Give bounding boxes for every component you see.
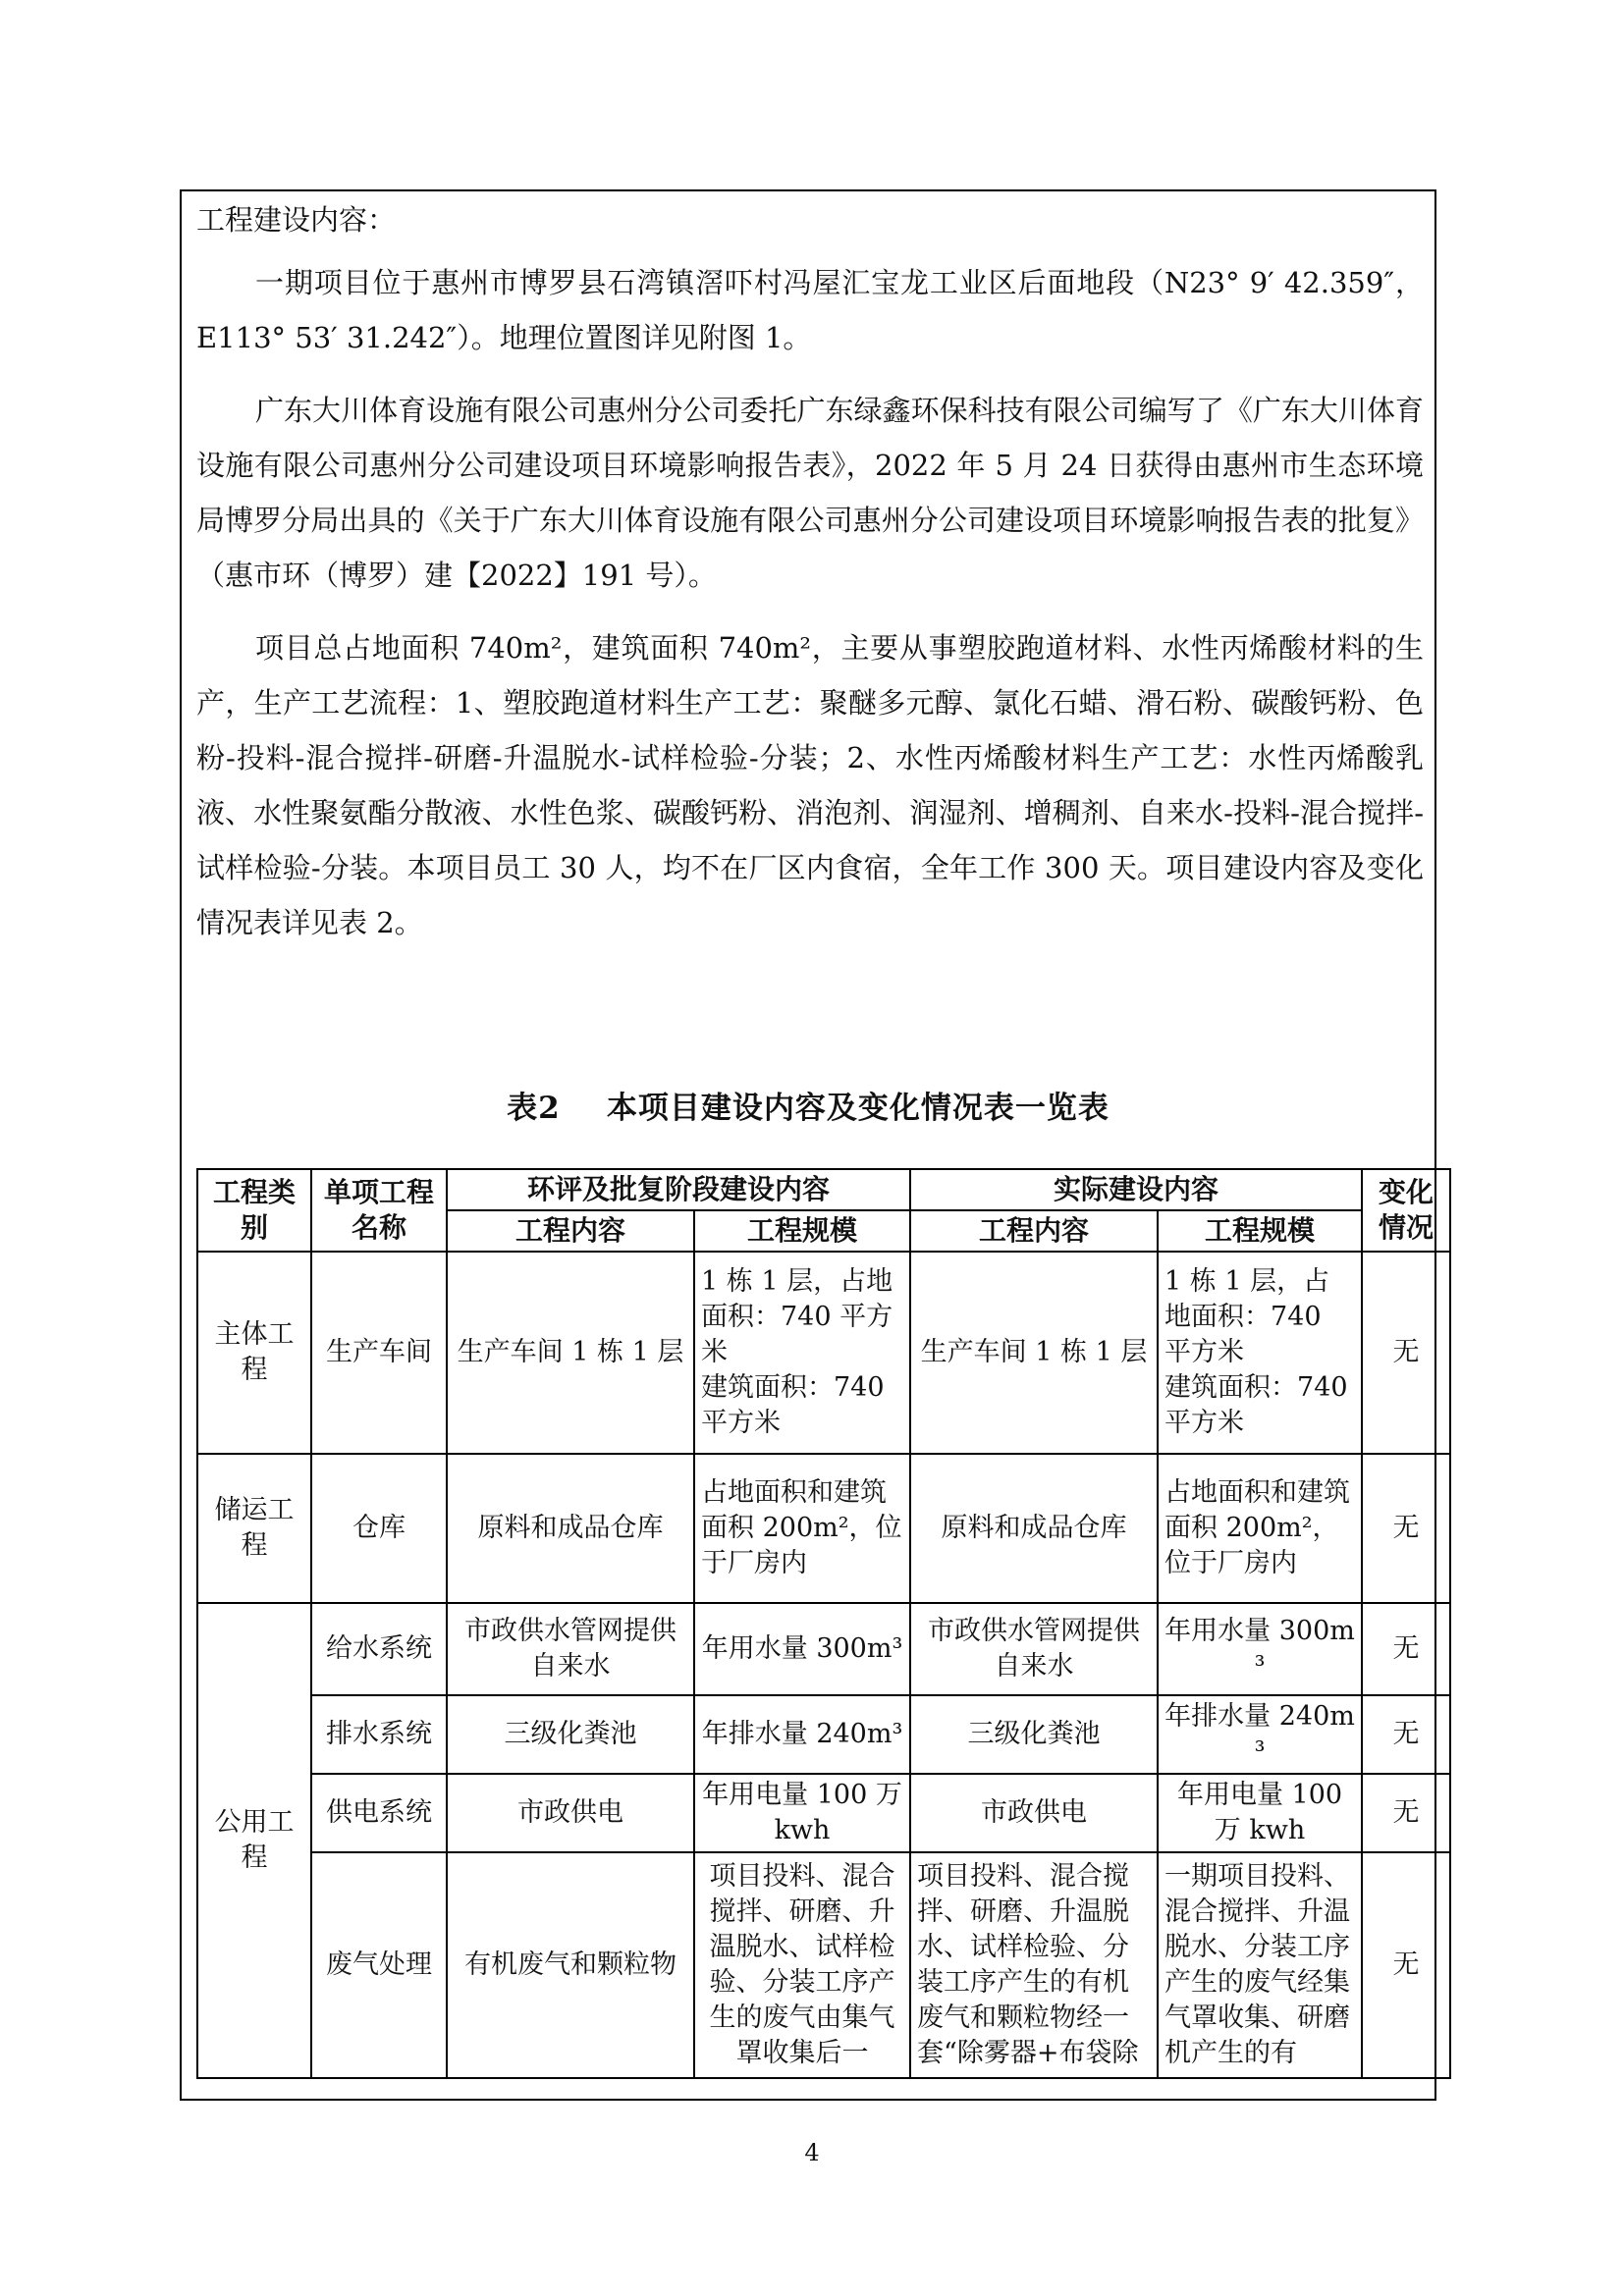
- body-text: [196, 196, 1424, 950]
- header-act-content: 工程内容: [910, 1210, 1158, 1252]
- cell-change: 无: [1362, 1454, 1450, 1603]
- cell-act-scale: 占地面积和建筑面积 200m²，位于厂房内: [1158, 1454, 1362, 1603]
- cell-eia-scale: 年用电量 100 万 kwh: [694, 1774, 910, 1852]
- cell-item: 给水系统: [311, 1603, 447, 1695]
- cell-act-content: 三级化粪池: [910, 1695, 1158, 1774]
- cell-act-content: 生产车间 1 栋 1 层: [910, 1252, 1158, 1454]
- cell-eia-content: 原料和成品仓库: [447, 1454, 694, 1603]
- cell-act-scale: [1158, 1252, 1362, 1454]
- cell-item: 生产车间: [311, 1252, 447, 1454]
- cell-eia-scale: [694, 1252, 910, 1454]
- table-row: [197, 1252, 1450, 1454]
- cell-eia-content: 有机废气和颗粒物: [447, 1852, 694, 2078]
- cell-eia-scale: 项目投料、混合搅拌、研磨、升温脱水、试样检验、分装工序产生的废气由集气罩收集后一: [694, 1852, 910, 2078]
- cell-act-scale: 年用电量 100 万 kwh: [1158, 1774, 1362, 1852]
- cell-eia-scale-line1: 1 栋 1 层，占地面积：740 平方米: [701, 1266, 893, 1367]
- cell-change: 无: [1362, 1852, 1450, 2078]
- cell-act-scale: 年排水量 240m³: [1158, 1695, 1362, 1774]
- cell-eia-scale: 占地面积和建筑面积 200m²，位于厂房内: [694, 1454, 910, 1603]
- cell-act-scale: 一期项目投料、混合搅拌、升温脱水、分装工序产生的废气经集气罩收集、研磨机产生的有: [1158, 1852, 1362, 2078]
- header-category: 工程类别: [197, 1169, 311, 1252]
- cell-eia-content: 生产车间 1 栋 1 层: [447, 1252, 694, 1454]
- construction-content-table: [196, 1168, 1451, 2079]
- header-actual-group: 实际建设内容: [910, 1169, 1362, 1210]
- cell-act-content: 原料和成品仓库: [910, 1454, 1158, 1603]
- section-heading: 工程建设内容：: [196, 203, 397, 237]
- table-row: [197, 1695, 1450, 1774]
- cell-eia-scale: 年排水量 240m³: [694, 1695, 910, 1774]
- cell-act-scale-line2: 建筑面积：740 平方米: [1164, 1372, 1348, 1438]
- cell-act-scale: 年用水量 300m³: [1158, 1603, 1362, 1695]
- table-row: [197, 1454, 1450, 1603]
- header-act-scale: 工程规模: [1158, 1210, 1362, 1252]
- cell-change: 无: [1362, 1252, 1450, 1454]
- table-row: [197, 1852, 1450, 2078]
- cell-eia-content: 市政供水管网提供自来水: [447, 1603, 694, 1695]
- table-caption: 表2 本项目建设内容及变化情况表一览表: [507, 1091, 1110, 1126]
- cell-eia-scale-line2: 建筑面积：740 平方米: [701, 1372, 885, 1438]
- header-eia-scale: 工程规模: [694, 1210, 910, 1252]
- table-row: [197, 1774, 1450, 1852]
- cell-act-content: 市政供水管网提供自来水: [910, 1603, 1158, 1695]
- cell-change: 无: [1362, 1603, 1450, 1695]
- page-number: 4: [804, 2139, 820, 2166]
- cell-act-content: 项目投料、混合搅拌、研磨、升温脱水、试样检验、分装工序产生的有机废气和颗粒物经一套“除雾器+布袋除: [910, 1852, 1158, 2078]
- cell-item: 仓库: [311, 1454, 447, 1603]
- cell-change: 无: [1362, 1774, 1450, 1852]
- cell-item: 废气处理: [311, 1852, 447, 2078]
- paragraph-overview: 项目总占地面积 740m²，建筑面积 740m²，主要从事塑胶跑道材料、水性丙烯酸材料的生产，生产工艺流程：1、塑胶跑道材料生产工艺：聚醚多元醇、氯化石蜡、滑石粉、碳酸钙粉、色粉-投料-混合搅拌-研磨-升温脱水-试样检验-分装；2、水性丙烯酸材料生产工艺：水性丙烯酸乳液、水性聚氨酯分散液、水性色浆、碳酸钙粉、消泡剂、润湿剂、增稠剂、自来水-投料-混合搅拌-试样检验-分装。本项目员工 30 人，均不在厂区内食宿，全年工作 300 天。项目建设内容及变化情况表详见表 2。: [196, 631, 1424, 939]
- cell-eia-content: 市政供电: [447, 1774, 694, 1852]
- cell-eia-content: 三级化粪池: [447, 1695, 694, 1774]
- cell-change: 无: [1362, 1695, 1450, 1774]
- header-eia-content: 工程内容: [447, 1210, 694, 1252]
- header-change: 变化情况: [1362, 1169, 1450, 1252]
- header-item: 单项工程名称: [311, 1169, 447, 1252]
- cell-eia-scale: 年用水量 300m³: [694, 1603, 910, 1695]
- paragraph-location: 一期项目位于惠州市博罗县石湾镇滘吓村冯屋汇宝龙工业区后面地段（N23° 9′ 42.359″，E113° 53′ 31.242″）。地理位置图详见附图 1。: [196, 266, 1424, 354]
- cell-act-content: 市政供电: [910, 1774, 1158, 1852]
- cell-category: 公用工程: [197, 1603, 311, 2078]
- cell-item: 排水系统: [311, 1695, 447, 1774]
- header-eia-group: 环评及批复阶段建设内容: [447, 1169, 910, 1210]
- paragraph-approval: 广东大川体育设施有限公司惠州分公司委托广东绿鑫环保科技有限公司编写了《广东大川体育设施有限公司惠州分公司建设项目环境影响报告表》，2022 年 5 月 24 日获得由惠州市生态环境局博罗分局出具的《关于广东大川体育设施有限公司惠州分公司建设项目环境影响报告表的批复》（惠市环（博罗）建【2022】191 号）。: [196, 394, 1424, 592]
- cell-category: 储运工程: [197, 1454, 311, 1603]
- cell-act-scale-line1: 1 栋 1 层，占地面积：740 平方米: [1164, 1266, 1330, 1367]
- table-row: [197, 1603, 1450, 1695]
- table-header-row: [197, 1169, 1450, 1210]
- cell-category: 主体工程: [197, 1252, 311, 1454]
- cell-item: 供电系统: [311, 1774, 447, 1852]
